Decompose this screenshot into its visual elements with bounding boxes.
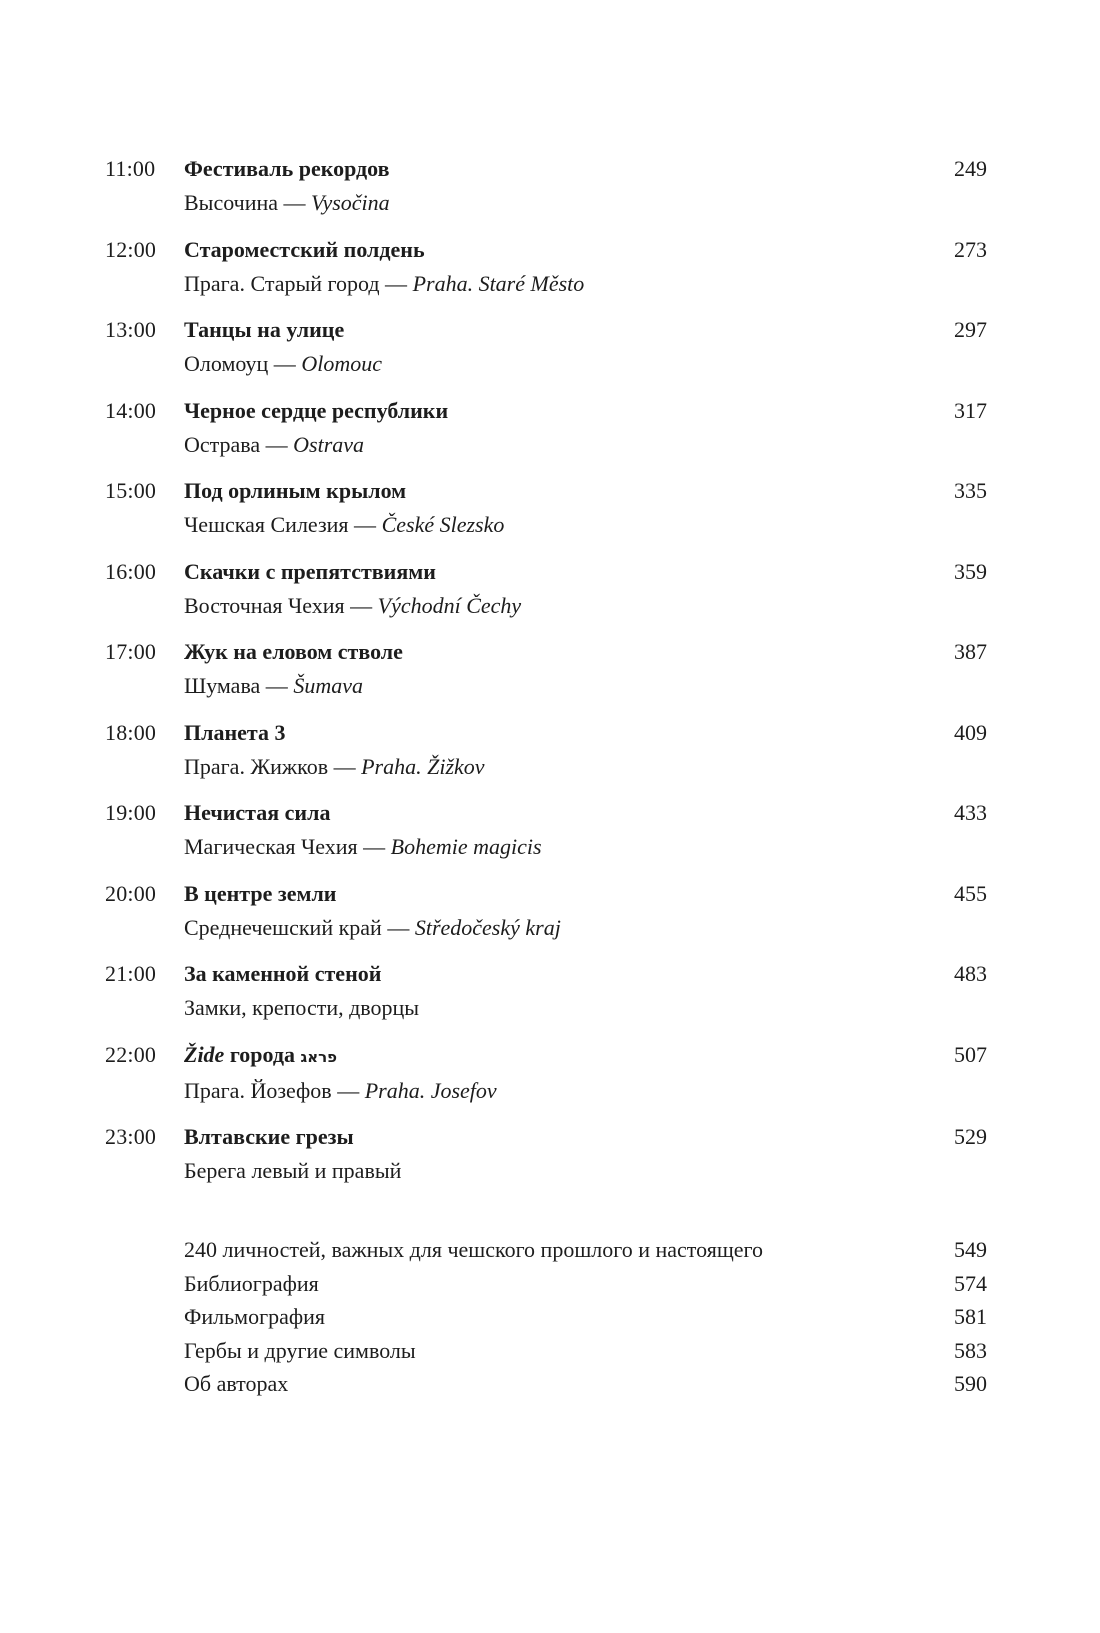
toc-entry-time: 11:00 <box>105 156 156 181</box>
back-matter-row <box>184 1367 987 1401</box>
toc-entry-time: 12:00 <box>105 236 157 262</box>
text-run: Оломоуц — <box>184 351 302 376</box>
back-matter-page-number: 590 <box>954 1371 987 1396</box>
toc-entry-title <box>184 474 913 508</box>
text-run: Чешская Силезия — <box>184 512 382 537</box>
toc-entry-subtitle <box>184 669 913 703</box>
toc-entry-text-block <box>184 877 913 945</box>
toc-entry-page-number: 507 <box>954 1041 987 1067</box>
text-run: Замки, крепости, дворцы <box>184 995 420 1020</box>
latin-italic-text: Šumava <box>293 673 363 698</box>
text-run: Под орлиным крылом <box>184 478 407 503</box>
toc-entry-title <box>184 152 913 186</box>
toc-entry-text-block <box>184 555 913 623</box>
back-matter-page-number: 549 <box>954 1237 987 1262</box>
toc-entry-title <box>184 716 913 750</box>
text-run: Шумава — <box>184 673 294 698</box>
latin-italic-text: Praha. Staré Město <box>412 270 585 296</box>
back-matter-row <box>184 1233 987 1267</box>
toc-entry-text-block <box>184 394 913 462</box>
latin-italic-text: Ostrava <box>293 431 365 457</box>
toc-entry-time: 23:00 <box>105 1124 157 1149</box>
toc-entry-page-number: 409 <box>954 719 987 745</box>
toc-entry-subtitle <box>184 267 913 301</box>
toc-entry-subtitle <box>184 1074 913 1108</box>
hebrew-word: פראג <box>300 1047 338 1066</box>
back-matter-row <box>184 1334 987 1368</box>
toc-entry-text-block <box>184 635 913 703</box>
toc-entry-page-number: 433 <box>954 800 987 825</box>
toc-entry-text-block <box>184 1038 913 1108</box>
text-run: Прага. Жижков — <box>184 753 362 779</box>
text-run: Танцы на улице <box>184 317 345 342</box>
back-matter-label: Библиография <box>184 1270 319 1296</box>
text-run: Среднечешский край — <box>184 914 415 940</box>
toc-entry <box>105 474 987 542</box>
back-matter-row <box>184 1267 987 1301</box>
toc-entry <box>105 394 987 462</box>
toc-entry <box>105 555 987 623</box>
toc-entry <box>105 1120 987 1188</box>
latin-italic-text: Olomouc <box>301 351 382 376</box>
toc-entry-page-number: 249 <box>954 156 987 181</box>
toc-entry <box>105 1038 987 1108</box>
text-run: Высочина — <box>184 190 312 215</box>
back-matter-label: Гербы и другие символы <box>184 1337 416 1363</box>
toc-entry-page-number: 359 <box>954 558 987 584</box>
latin-italic-text: Vysočina <box>311 190 390 215</box>
toc-entry <box>105 877 987 945</box>
latin-italic-text: Bohemie magicis <box>390 834 542 859</box>
text-run: За каменной стеной <box>184 961 382 986</box>
toc-entry-time: 15:00 <box>105 478 157 503</box>
text-run: Магическая Чехия — <box>184 834 391 859</box>
text-run: Староместский полдень <box>184 236 425 262</box>
toc-entry-time: 21:00 <box>105 961 157 986</box>
text-run: Влтавские грезы <box>184 1124 354 1149</box>
toc-entry-page-number: 335 <box>954 478 987 503</box>
toc-entry-page-number: 273 <box>954 236 987 262</box>
back-matter-page-number: 574 <box>954 1270 987 1296</box>
text-run: Берега левый и правый <box>184 1158 402 1183</box>
back-matter-list <box>184 1233 987 1401</box>
text-run: Планета 3 <box>184 719 286 745</box>
text-run: Скачки с препятствиями <box>184 558 436 584</box>
toc-entry-time: 16:00 <box>105 558 157 584</box>
toc-entry-page-number: 317 <box>954 397 987 423</box>
toc-entry-text-block <box>184 957 913 1025</box>
text-run: Прага. Старый город — <box>184 270 413 296</box>
toc-entry-title <box>184 233 913 267</box>
toc-entry-title <box>184 394 913 428</box>
back-matter-page-number: 581 <box>954 1304 987 1329</box>
back-matter-page-number: 583 <box>954 1337 987 1363</box>
toc-entry <box>105 957 987 1025</box>
toc-entry-subtitle <box>184 347 913 381</box>
toc-list <box>105 152 987 1201</box>
toc-entry-page-number: 455 <box>954 880 987 906</box>
toc-entry-subtitle <box>184 428 913 462</box>
toc-entry <box>105 233 987 301</box>
text-run: города <box>224 1041 301 1067</box>
latin-italic-text: Praha. Josefov <box>364 1077 497 1103</box>
back-matter-row <box>184 1300 987 1334</box>
toc-entry-subtitle <box>184 911 913 945</box>
toc-entry-text-block <box>184 313 913 381</box>
toc-entry-time: 14:00 <box>105 397 157 423</box>
text-run: Нечистая сила <box>184 800 331 825</box>
toc-entry-title <box>184 1038 913 1074</box>
toc-entry-subtitle <box>184 830 913 864</box>
back-matter-label: Об авторах <box>184 1371 289 1396</box>
latin-italic-text: České Slezsko <box>381 512 505 537</box>
toc-entry-text-block <box>184 474 913 542</box>
toc-entry-subtitle <box>184 508 913 542</box>
toc-entry-time: 19:00 <box>105 800 157 825</box>
toc-entry <box>105 635 987 703</box>
text-run: Фестиваль рекордов <box>184 156 390 181</box>
text-run: Прага. Йозефов — <box>184 1077 365 1103</box>
toc-entry-time: 17:00 <box>105 639 157 664</box>
toc-entry-text-block <box>184 1120 913 1188</box>
toc-entry-text-block <box>184 796 913 864</box>
toc-entry-time: 18:00 <box>105 719 157 745</box>
toc-entry-title <box>184 555 913 589</box>
toc-entry <box>105 796 987 864</box>
toc-entry-title <box>184 635 913 669</box>
toc-entry-text-block <box>184 233 913 301</box>
text-run: Черное сердце республики <box>184 397 449 423</box>
back-matter-label: Фильмография <box>184 1304 326 1329</box>
toc-entry-subtitle <box>184 991 913 1025</box>
latin-italic-text: Středočeský kraj <box>414 914 561 940</box>
toc-entry-title <box>184 957 913 991</box>
toc-entry-page-number: 529 <box>954 1124 987 1149</box>
toc-entry <box>105 313 987 381</box>
toc-entry-page-number: 483 <box>954 961 987 986</box>
toc-entry-subtitle <box>184 750 913 784</box>
toc-entry-time: 13:00 <box>105 317 157 342</box>
toc-entry-text-block <box>184 152 913 220</box>
toc-entry-time: 20:00 <box>105 880 157 906</box>
toc-entry-page-number: 387 <box>954 639 987 664</box>
toc-entry-subtitle <box>184 186 913 220</box>
text-run: Восточная Чехия — <box>184 592 378 618</box>
text-run: Острава — <box>184 431 294 457</box>
toc-entry-subtitle <box>184 589 913 623</box>
toc-entry-title <box>184 313 913 347</box>
latin-italic-text: Žide <box>184 1041 225 1067</box>
toc-entry-title <box>184 877 913 911</box>
text-run: В центре земли <box>184 880 337 906</box>
toc-entry <box>105 716 987 784</box>
toc-entry-page-number: 297 <box>954 317 987 342</box>
back-matter-label: 240 личностей, важных для чешского прошлого и настоящего <box>184 1237 763 1262</box>
latin-italic-text: Východní Čechy <box>377 592 522 618</box>
toc-entry <box>105 152 987 220</box>
toc-entry-subtitle <box>184 1154 913 1188</box>
toc-entry-time: 22:00 <box>105 1041 157 1067</box>
toc-entry-title <box>184 796 913 830</box>
text-run: Жук на еловом стволе <box>184 639 403 664</box>
toc-entry-text-block <box>184 716 913 784</box>
latin-italic-text: Praha. Žižkov <box>361 753 485 779</box>
toc-entry-title <box>184 1120 913 1154</box>
